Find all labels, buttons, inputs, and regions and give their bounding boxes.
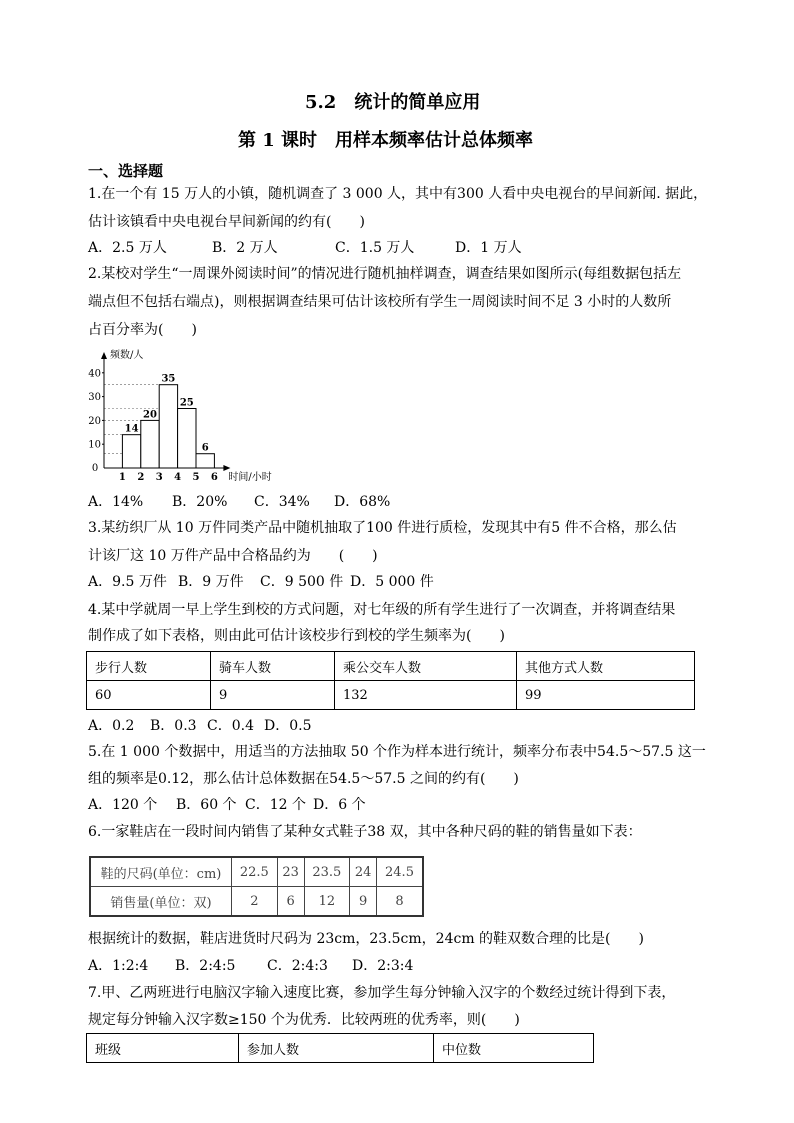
histogram-bar [159, 385, 177, 468]
q1-option-a: A．2.5 万人 [88, 240, 167, 256]
q3-line1: 3.某纺织厂从 10 万件同类产品中随机抽取了100 件进行质检，发现其中有5 件不合格，那么估 [88, 520, 677, 536]
q2-option-d: D．68% [334, 494, 391, 510]
table-header-cell: 销售量(单位：双) [90, 887, 232, 917]
q4-option-c: C．0.4 [207, 718, 254, 734]
q2-line3: 占百分率为( ) [88, 322, 197, 338]
table-row [87, 681, 695, 710]
q1-option-c: C．1.5 万人 [335, 240, 415, 256]
q4-line1: 4.某中学就周一早上学生到校的方式问题，对七年级的所有学生进行了一次调查，并将调查结果 [88, 602, 676, 618]
table-header-cell: 中位数 [434, 1034, 594, 1063]
y-axis-label: 频数/人 [110, 350, 144, 361]
q7-table [86, 1033, 594, 1063]
q4-option-d: D．0.5 [264, 718, 312, 734]
q6-line2: 根据统计的数据，鞋店进货时尺码为 23cm，23.5cm，24cm 的鞋双数合理的比是( ) [88, 931, 644, 947]
q6-option-b: B．2:4:5 [175, 958, 236, 974]
y-tick-label: 10 [88, 439, 101, 451]
table-cell: 132 [335, 681, 517, 710]
table-header-cell: 班级 [87, 1034, 239, 1063]
table-cell: 99 [517, 681, 695, 710]
q2-option-c: C．34% [254, 494, 310, 510]
y-axis-arrow-icon [101, 352, 107, 359]
table-header-cell: 步行人数 [87, 652, 211, 681]
q5-option-c: C．12 个 [245, 797, 306, 813]
table-header-cell: 鞋的尺码(单位：cm) [90, 857, 232, 887]
bar-value-label: 14 [124, 423, 139, 435]
y-tick-label: 30 [88, 392, 101, 404]
q1-line2: 估计该镇看中央电视台早间新闻的约有( ) [88, 214, 365, 230]
lesson-title: 第 1 课时 用样本频率估计总体频率 [238, 130, 534, 151]
bar-value-label: 6 [201, 442, 209, 454]
x-tick-label: 1 [118, 472, 126, 482]
table-cell: 2 [232, 887, 278, 917]
q4-option-b: B．0.3 [150, 718, 197, 734]
table-cell: 9 [350, 887, 377, 917]
table-row [87, 652, 695, 681]
q7-line1: 7.甲、乙两班进行电脑汉字输入速度比赛，参加学生每分钟输入汉字的个数经过统计得到下表， [88, 985, 676, 1001]
x-tick-label: 3 [155, 472, 163, 482]
q6-option-d: D．2:3:4 [352, 958, 414, 974]
table-cell: 23 [277, 857, 304, 887]
section-heading: 一、选择题 [88, 162, 164, 180]
table-cell: 6 [277, 887, 304, 917]
q3-option-c: C．9 500 件 [260, 574, 344, 590]
q6-option-a: A．1:2:4 [88, 958, 149, 974]
x-tick-label: 4 [174, 472, 182, 482]
table-cell: 24.5 [377, 857, 424, 887]
table-cell: 9 [211, 681, 335, 710]
q3-option-b: B．9 万件 [178, 574, 244, 590]
q3-option-d: D．5 000 件 [350, 574, 434, 590]
q1-line1: 1.在一个有 15 万人的小镇，随机调查了 3 000 人，其中有300 人看中央电视台的早间新闻. 据此， [88, 186, 708, 202]
q1-option-d: D．1 万人 [455, 240, 522, 256]
q2-line1: 2.某校对学生“一周课外阅读时间”的情况进行随机抽样调查，调查结果如图所示(每组数据包括左 [88, 266, 682, 282]
x-tick-label: 6 [210, 472, 218, 482]
y-tick-label: 20 [88, 415, 101, 427]
table-cell: 24 [350, 857, 377, 887]
origin-label: 0 [91, 463, 99, 474]
q4-table [86, 651, 695, 710]
q5-option-b: B．60 个 [176, 797, 237, 813]
x-tick-label: 2 [137, 472, 145, 482]
y-tick-label: 40 [88, 368, 101, 380]
q6-option-c: C．2:4:3 [267, 958, 328, 974]
q7-line2: 规定每分钟输入汉字数≥150 个为优秀．比较两班的优秀率，则( ) [88, 1012, 520, 1028]
table-cell: 60 [87, 681, 211, 710]
table-header-cell: 乘公交车人数 [335, 652, 517, 681]
x-tick-label: 5 [192, 472, 200, 482]
bar-value-label: 25 [179, 397, 194, 409]
q5-line2: 组的频率是0.12，那么估计总体数据在54.5～57.5 之间的约有( ) [88, 771, 519, 787]
table-header-cell: 骑车人数 [211, 652, 335, 681]
q2-option-a: A．14% [88, 494, 144, 510]
q5-option-a: A．120 个 [88, 797, 158, 813]
table-cell: 22.5 [232, 857, 278, 887]
q4-line2: 制作成了如下表格，则由此可估计该校步行到校的学生频率为( ) [88, 628, 505, 644]
q6-line1: 6.一家鞋店在一段时间内销售了某种女式鞋子38 双，其中各种尺码的鞋的销售量如下表： [88, 824, 642, 840]
q1-option-b: B．2 万人 [212, 240, 278, 256]
table-cell: 8 [377, 887, 424, 917]
q3-line2: 计该厂这 10 万件产品中合格品约为 ( ) [88, 548, 378, 564]
histogram-chart [82, 346, 282, 482]
bar-value-label: 20 [143, 409, 157, 421]
table-header-cell: 其他方式人数 [517, 652, 695, 681]
q3-option-a: A．9.5 万件 [88, 574, 167, 590]
histogram-bar [141, 420, 159, 468]
bar-value-label: 35 [161, 373, 176, 385]
table-header-cell: 参加人数 [239, 1034, 434, 1063]
q4-option-a: A．0.2 [88, 718, 135, 734]
q2-line2: 端点但不包括右端点)，则根据调查结果可估计该校所有学生一周阅读时间不足 3 小时的人数所 [88, 294, 672, 310]
x-axis-arrow-icon [223, 465, 230, 471]
q2-option-b: B．20% [172, 494, 228, 510]
q6-table [89, 856, 424, 917]
q5-option-d: D．6 个 [313, 797, 366, 813]
table-row [90, 857, 423, 887]
section-title: 5.2 统计的简单应用 [305, 92, 481, 113]
table-row [90, 887, 423, 917]
table-row [87, 1034, 594, 1063]
histogram-bar [196, 454, 214, 468]
table-cell: 23.5 [304, 857, 350, 887]
q5-line1: 5.在 1 000 个数据中，用适当的方法抽取 50 个作为样本进行统计，频率分布表中54.5～57.5 这一 [88, 744, 706, 760]
histogram-bar [122, 435, 140, 468]
x-axis-label: 时间/小时 [228, 472, 272, 482]
histogram-bar [178, 409, 196, 469]
table-cell: 12 [304, 887, 350, 917]
